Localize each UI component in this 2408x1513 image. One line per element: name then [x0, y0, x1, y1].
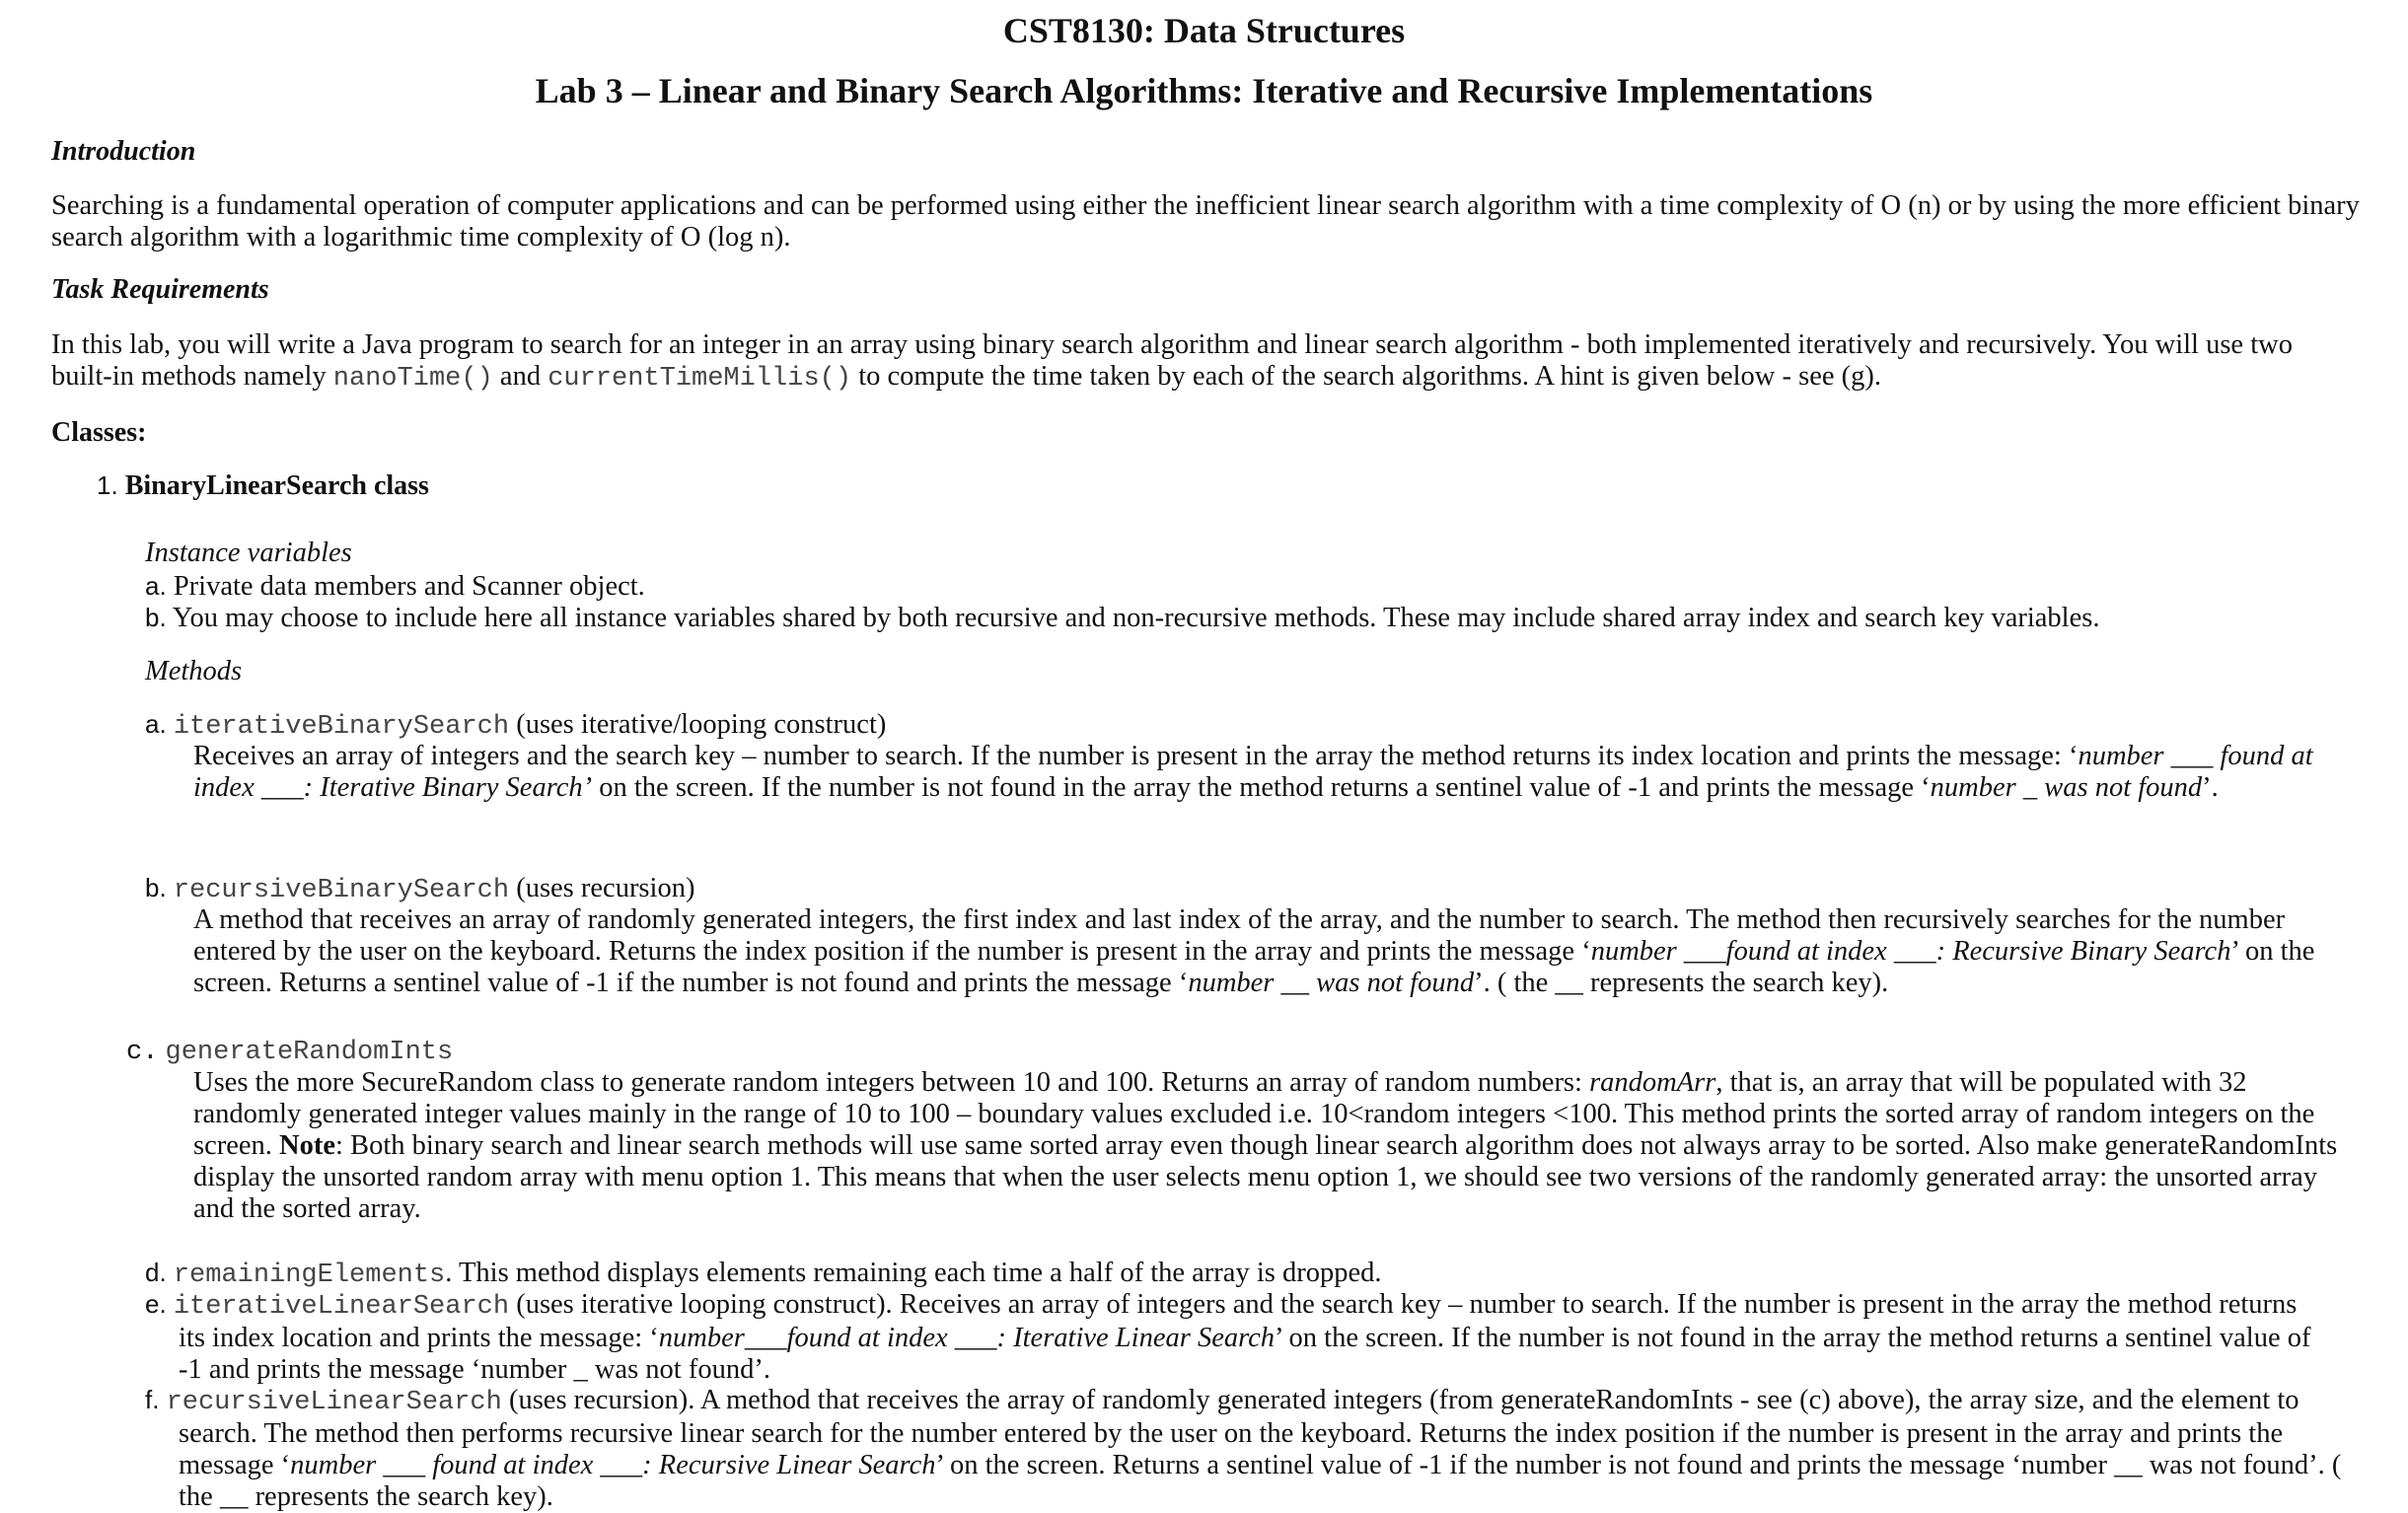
instance-a-marker: a.: [145, 571, 167, 601]
method-b-title: [145, 872, 694, 906]
method-a-name: iterativeBinarySearch: [173, 712, 510, 742]
method-d-title: [145, 1257, 2315, 1291]
methods-heading: Methods: [145, 656, 243, 686]
method-e-text-1: (uses iterative looping construct). Receives an array of integers and the search key – number to search. If the number is present in the array the method returns its index location and prints the message: ‘: [179, 1289, 2298, 1353]
method-a-title: [145, 708, 886, 743]
method-e-item: [145, 1288, 2315, 1386]
method-c-marker: c.: [126, 1038, 159, 1067]
method-b-marker: b.: [145, 873, 167, 902]
page-subtitle: Lab 3 – Linear and Binary Search Algorithms: Iterative and Recursive Implementations: [535, 71, 1873, 110]
method-f-text-2: ’ on the screen. Returns a sentinel value of -1 if the number is not found and prints the message ‘number __ was not found’. ( the __ represents the search key).: [179, 1450, 2342, 1512]
task-and: and: [492, 361, 548, 392]
method-b-italic-2: number __ was not found: [1188, 968, 1475, 998]
instance-item-b: [145, 602, 2099, 634]
method-e-name: iterativeLinearSearch: [173, 1292, 510, 1322]
nanotime-code: nanoTime(): [332, 364, 493, 394]
method-d-name: remainingElements: [173, 1261, 446, 1290]
task-text-2: to compute the time taken by each of the search algorithms. A hint is given below - see (g).: [851, 361, 1881, 392]
method-a-italic-1: number ___ found at index ___: Iterative Binary Search’: [193, 741, 2313, 803]
method-b-text-3: ’. ( the __ represents the search key).: [1474, 968, 1889, 998]
class-name: BinaryLinearSearch class: [124, 470, 429, 501]
class-number: 1.: [97, 470, 118, 500]
method-a-description: [193, 741, 2314, 804]
method-b-text-2: ’ on the screen. Returns a sentinel value of -1 if the number is not found and prints the message ‘: [193, 936, 2315, 998]
method-a-text-2: on the screen. If the number is not found in the array the method returns a sentinel value of -1 and prints the message ‘: [592, 772, 1931, 803]
method-e-italic-1: number___found at index ___: Iterative Linear Search: [658, 1323, 1276, 1353]
method-e-marker: e.: [145, 1289, 167, 1319]
method-c-name: generateRandomInts: [165, 1038, 454, 1067]
method-f-italic-1: number ___ found at index ___: Recursive Linear Search: [290, 1450, 936, 1480]
method-d-text: . This method displays elements remaining each time a half of the array is dropped.: [445, 1258, 1382, 1288]
intro-paragraph: Searching is a fundamental operation of computer applications and can be performed using either the inefficient linear search algorithm with a time complexity of O (n) or by using the more efficient binary search algorithm with a logarithmic time complexity of O (log n).: [51, 190, 2360, 252]
method-d-marker: d.: [145, 1258, 167, 1287]
method-b-name: recursiveBinarySearch: [173, 876, 510, 905]
method-c-note: Note: [279, 1130, 336, 1161]
instance-item-a: [145, 570, 645, 603]
intro-heading: Introduction: [51, 136, 196, 167]
task-heading: Task Requirements: [51, 274, 269, 305]
method-f-item: [145, 1384, 2355, 1513]
task-text-1: In this lab, you will write a Java program to search for an integer in an array using binary search algorithm and linear search algorithm - both implemented iteratively and recursively. You will use two built-in methods namely: [51, 329, 2293, 392]
method-b-italic-1: number ___found at index ___: Recursive Binary Search: [1590, 936, 2231, 967]
method-b-text-1: A method that receives an array of randomly generated integers, the first index and last index of the array, and the number to search. The method then recursively searches for the number entered by the user on the keyboard. Returns the index position if the number is present in the array and prints the message ‘: [193, 904, 2286, 967]
method-c-title: [126, 1035, 453, 1068]
method-c-description: [193, 1067, 2354, 1225]
method-a-italic-2: number _ was not found: [1930, 772, 2203, 803]
currenttimemillis-code: currentTimeMillis(): [547, 364, 852, 394]
method-b-description: [193, 904, 2354, 999]
method-e-text-2: ’ on the screen. If the number is not found in the array the method returns a sentinel value of -1 and prints the message ‘number _ was not found’.: [179, 1323, 2311, 1385]
method-f-marker: f.: [145, 1385, 160, 1414]
class-item: [97, 470, 429, 502]
method-c-text-3: : Both binary search and linear search methods will use same sorted array even though linear search algorithm does not always array to be sorted. Also make generateRandomInts display the unsorted random array with menu option 1. This means that when the user selects menu option 1, we should see two versions of the randomly generated array: the unsorted array and the sorted array.: [193, 1130, 2338, 1224]
page-title: CST8130: Data Structures: [1002, 11, 1406, 50]
method-f-name: recursiveLinearSearch: [166, 1388, 502, 1417]
instance-b-text: You may choose to include here all instance variables shared by both recursive and non-recursive methods. These may include shared array index and search key variables.: [172, 603, 2100, 633]
instance-b-marker: b.: [145, 603, 167, 632]
method-b-suffix: (uses recursion): [509, 873, 695, 903]
method-a-text-3: ’.: [2202, 772, 2219, 803]
instance-variables-heading: Instance variables: [145, 538, 352, 568]
method-c-text-2: , that is, an array that will be populated with 32 randomly generated integer values mainly in the range of 10 to 100 – boundary values excluded i.e. 10<random integers <100. This method prints the sorted array of random integers on the screen.: [193, 1067, 2315, 1161]
method-a-suffix: (uses iterative/looping construct): [509, 709, 887, 740]
method-c-text-1: Uses the more SecureRandom class to generate random integers between 10 and 100. Returns an array of random numbers:: [193, 1067, 1590, 1098]
method-f-text-1: (uses recursion). A method that receives the array of randomly generated integers (from generateRandomInts - see (c) above), the array size, and the element to search. The method then performs recursive linear search for the number entered by the user on the keyboard. Returns the index position if the number is present in the array and prints the message ‘: [179, 1385, 2299, 1480]
method-a-marker: a.: [145, 709, 167, 739]
task-paragraph: [51, 329, 2360, 395]
classes-heading: Classes:: [51, 417, 147, 448]
instance-a-text: Private data members and Scanner object.: [173, 571, 645, 602]
method-a-text-1: Receives an array of integers and the search key – number to search. If the number is present in the array the method returns its index location and prints the message: ‘: [193, 741, 2079, 771]
method-c-italic-1: randomArr: [1589, 1067, 1716, 1098]
